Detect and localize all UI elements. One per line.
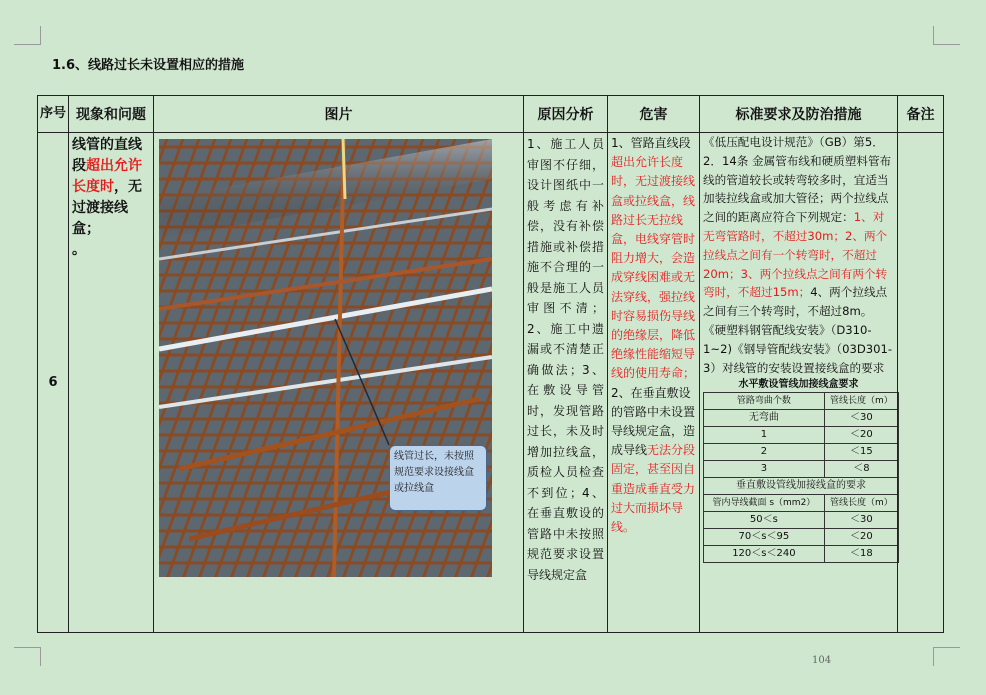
sub-cell: 120＜s＜240 — [704, 546, 825, 563]
sub-cell: ＜20 — [824, 529, 898, 546]
sub-table-header — [704, 393, 899, 410]
sub-cell: ＜18 — [824, 546, 898, 563]
header-seq: 序号 — [38, 96, 69, 133]
hazard-text-1: 1、管路直线段 — [611, 136, 691, 150]
sub-cell: ＜30 — [824, 512, 898, 529]
sub-cell: 2 — [704, 444, 825, 461]
header-cause: 原因分析 — [524, 96, 608, 133]
horizontal-conduit-table — [703, 392, 899, 563]
issue-highlight: 超出允许长度时 — [72, 158, 142, 195]
sub-cell: 无弯曲 — [704, 410, 825, 427]
hazard-text-2: 2、在垂直敷设的管路中未设置导线规定盒，造成导线 — [611, 385, 696, 458]
sub-header-cell: 管线长度（m） — [824, 393, 898, 410]
standard-atlas: 《硬塑料钢管配线安装》（D310-1~2)《钢导管配线安装》（03D301-3）对线管的安装设置接线盒的要求 — [703, 322, 893, 375]
standard-rule-4: 4、两个拉线点之间有三个转弯时，不超过8m。 — [703, 285, 888, 319]
rebar-photo — [159, 139, 492, 577]
sub-table-row — [704, 427, 899, 444]
corner-mark-top-left — [14, 26, 41, 45]
corner-mark-top-right — [933, 26, 960, 45]
horizontal-table-title: 水平敷设管线加接线盒要求 — [738, 379, 859, 391]
sub-cell: 1 — [704, 427, 825, 444]
table-row — [38, 133, 944, 633]
page-number: 104 — [812, 655, 832, 666]
sub-table-row — [704, 512, 899, 529]
sub-cell: ＜30 — [824, 410, 898, 427]
sub-table-row — [704, 529, 899, 546]
rebar-photo-illustration — [159, 139, 492, 577]
corner-mark-bottom-left — [14, 647, 41, 666]
header-remark: 备注 — [898, 96, 944, 133]
sub-cell: ＜15 — [824, 444, 898, 461]
hazard-highlight-2: 无法分段固定，甚至因自重造成垂直受力过大而损坏导线。 — [611, 443, 696, 535]
cause-analysis: 1、施工人员审图不仔细，设计图纸中一般考虑有补偿，没有补偿措施或补偿措施不合理的一般是施工人员审图不清；2、施工中遗漏或不清楚正确做法；3、在敷设导管时，发现管路过长，未及时增加拉线盒，质检人员检查不到位；4、在垂直敷设的管路中未按照规范要求设置导线规定盒 — [524, 133, 608, 633]
hazard-cell — [608, 133, 700, 633]
corner-mark-bottom-right — [933, 647, 960, 666]
sub-table-title-row — [704, 478, 899, 495]
issue-text-3: 。 — [72, 242, 86, 258]
sub-header-cell: 管路弯曲个数 — [704, 393, 825, 410]
issue-cell — [69, 133, 154, 633]
sub-table-row — [704, 461, 899, 478]
sub-header-cell: 管线长度（m） — [824, 495, 898, 512]
sub-cell: 50＜s — [704, 512, 825, 529]
header-hazard: 危害 — [608, 96, 700, 133]
photo-cell — [154, 133, 524, 633]
table-header-row — [38, 96, 944, 133]
standard-rules-highlight: 1、对无弯管路时，不超过30m；2、两个拉线点之间有一个转弯时，不超过20m；3、两个拉线点之间有两个转弯时，不超过15m； — [703, 210, 888, 300]
sub-table-row — [704, 546, 899, 563]
issue-table — [37, 95, 944, 633]
header-issue: 现象和问题 — [69, 96, 154, 133]
hazard-highlight-1: 超出允许长度时，无过渡接线盒或拉线盒，线路过长无拉线盒，电线穿管时阻力增大，会造成穿线困难或无法穿线，强拉线时容易损伤导线的绝缘层，降低绝缘性能缩短导线的使用寿命； — [611, 155, 696, 381]
vertical-table-title: 垂直敷设管线加接线盒的要求 — [704, 478, 899, 495]
standard-cell — [700, 133, 898, 633]
sub-cell: 3 — [704, 461, 825, 478]
photo-callout: 线管过长，未按照规范要求设接线盒或拉线盒 — [389, 445, 487, 511]
seq-number: 6 — [38, 133, 69, 633]
header-photo: 图片 — [154, 96, 524, 133]
standard-paragraph — [703, 133, 894, 321]
issue-text: 线管的直线段 — [72, 137, 142, 174]
sub-cell: 70＜s＜95 — [704, 529, 825, 546]
sub-header-cell: 管内导线截面 s（mm2） — [704, 495, 825, 512]
sub-table-row — [704, 444, 899, 461]
sub-cell: ＜20 — [824, 427, 898, 444]
sub-cell: ＜8 — [824, 461, 898, 478]
issue-text-2: ，无过渡接线盒； — [72, 179, 142, 237]
section-title: 1.6、线路过长未设置相应的措施 — [52, 58, 245, 73]
sub-table-header — [704, 495, 899, 512]
remark-cell — [898, 133, 944, 633]
standard-intro: 《低压配电设计规范》（GB）第5．2．14条 金属管布线和硬质塑料管布线的管道较长或转弯较多时，宜适当加装拉线盒或加大管径；两个拉线点之间的距离应符合下列规定： — [703, 135, 892, 225]
header-standard: 标准要求及防治措施 — [700, 96, 898, 133]
sub-table-row — [704, 410, 899, 427]
